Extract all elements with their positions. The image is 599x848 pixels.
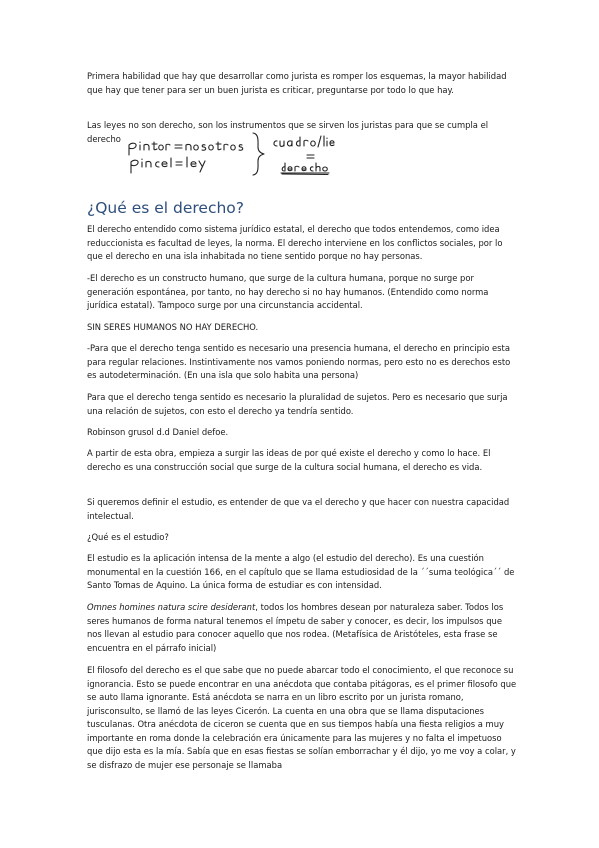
paragraph-define-study: Si queremos definir el estudio, es entender de que va el derecho y que hacer con nuestra capacidad intelectual. <box>87 497 510 521</box>
paragraph-no-humans-no-law: SIN SERES HUMANOS NO HAY DERECHO. <box>87 322 259 332</box>
paragraph-human-presence: -Para que el derecho tenga sentido es necesario una presencia humana, el derecho en principio esta para regular relaciones. Instintivamente nos vamos poniendo normas, pero esto no es derechos esto es autodeterminación. (En una isla que solo habita una persona) <box>87 343 511 380</box>
paragraph-human-construct: -El derecho es un constructo humano, que surge de la cultura humana, porque no surge por generación espontánea, por tanto, no hay derecho si no hay humanos. (Entendido como norma jurídica estatal). Tampoco surge por una circunstancia accidental. <box>87 273 489 310</box>
paragraph-plurality: Para que el derecho tenga sentido es necesario la pluralidad de sujetos. Pero es necesario que surja una relación de sujetos, con esto el derecho ya tendría sentido. <box>87 392 508 416</box>
latin-quote: Omnes homines natura scire desiderant <box>87 602 256 612</box>
paragraph-what-is-study: ¿Qué es el estudio? <box>87 532 169 542</box>
paragraph-first-skill: Primera habilidad que hay que desarrollar como jurista es romper los esquemas, la mayor habilidad que hay que tener para ser un buen jurista es criticar, preguntarse por todo lo que hay. <box>87 71 507 95</box>
paragraph-laws-not-law: Las leyes no son derecho, son los instrumentos que se sirven los juristas para que se cumpla el derecho <box>87 120 489 144</box>
paragraph-philosopher: El filosofo del derecho es el que sabe que no puede abarcar todo el conocimiento, el que reconoce su ignorancia. Esto se puede encontrar en una anécdota que contaba pitágoras, es el primer filosofo que se auto llama ignorante. Está anécdota se narra en un libro escrito por un jurista romano, jurisconsulto, se llamó de las leyes Cicerón. La cuenta en una obra que se llama disputaciones tusculanas. Otra anécdota de ciceron se cuenta que en sus tiempos había una fiesta religios a muy importante en roma donde la celebración era únicamente para las mujeres y no falta el impetuoso que dijo esta es la mía. Sabía que en esas fiestas se solían emborrachar y él dijo, yo me voy a colar, y se disfrazo de mujer ese personaje se llamaba <box>87 665 517 770</box>
paragraph-legal-system: El derecho entendido como sistema jurídico estatal, el derecho que todos entendemos, como idea reduccionista es facultad de leyes, la norma. El derecho interviene en los conflictos sociales, por lo que el derecho en una isla inhabitada no tiene sentido porque no hay personas. <box>87 224 503 261</box>
paragraph-social-construction: A partir de esta obra, empieza a surgir las ideas de por qué existe el derecho y como lo hace. El derecho es una construcción social que surge de la cultura social humana, el derecho es vida. <box>87 448 491 472</box>
paragraph-omnes-homines <box>87 601 517 655</box>
section-heading: ¿Qué es el derecho? <box>87 199 245 217</box>
paragraph-robinson: Robinson grusol d.d Daniel defoe. <box>87 427 229 437</box>
handwritten-note-image <box>125 131 335 177</box>
latin-quote-explanation: , todos los hombres desean por naturaleza saber. Todos los seres humanos de forma natural tenemos el ímpetu de saber y conocer, es decir, los impulsos que nos llevan al estudio para conocer aquello que nos rodea. (Metafísica de Aristóteles, esta frase se encuentra en el párrafo inicial) <box>87 602 504 653</box>
paragraph-study-definition: El estudio es la aplicación intensa de la mente a algo (el estudio del derecho). Es una cuestión monumental en la cuestión 166, en el capítulo que se llama estudiosidad de la ´´suma teológica´´ de Santo Tomas de Aquino. La única forma de estudiar es con intensidad. <box>87 553 515 590</box>
